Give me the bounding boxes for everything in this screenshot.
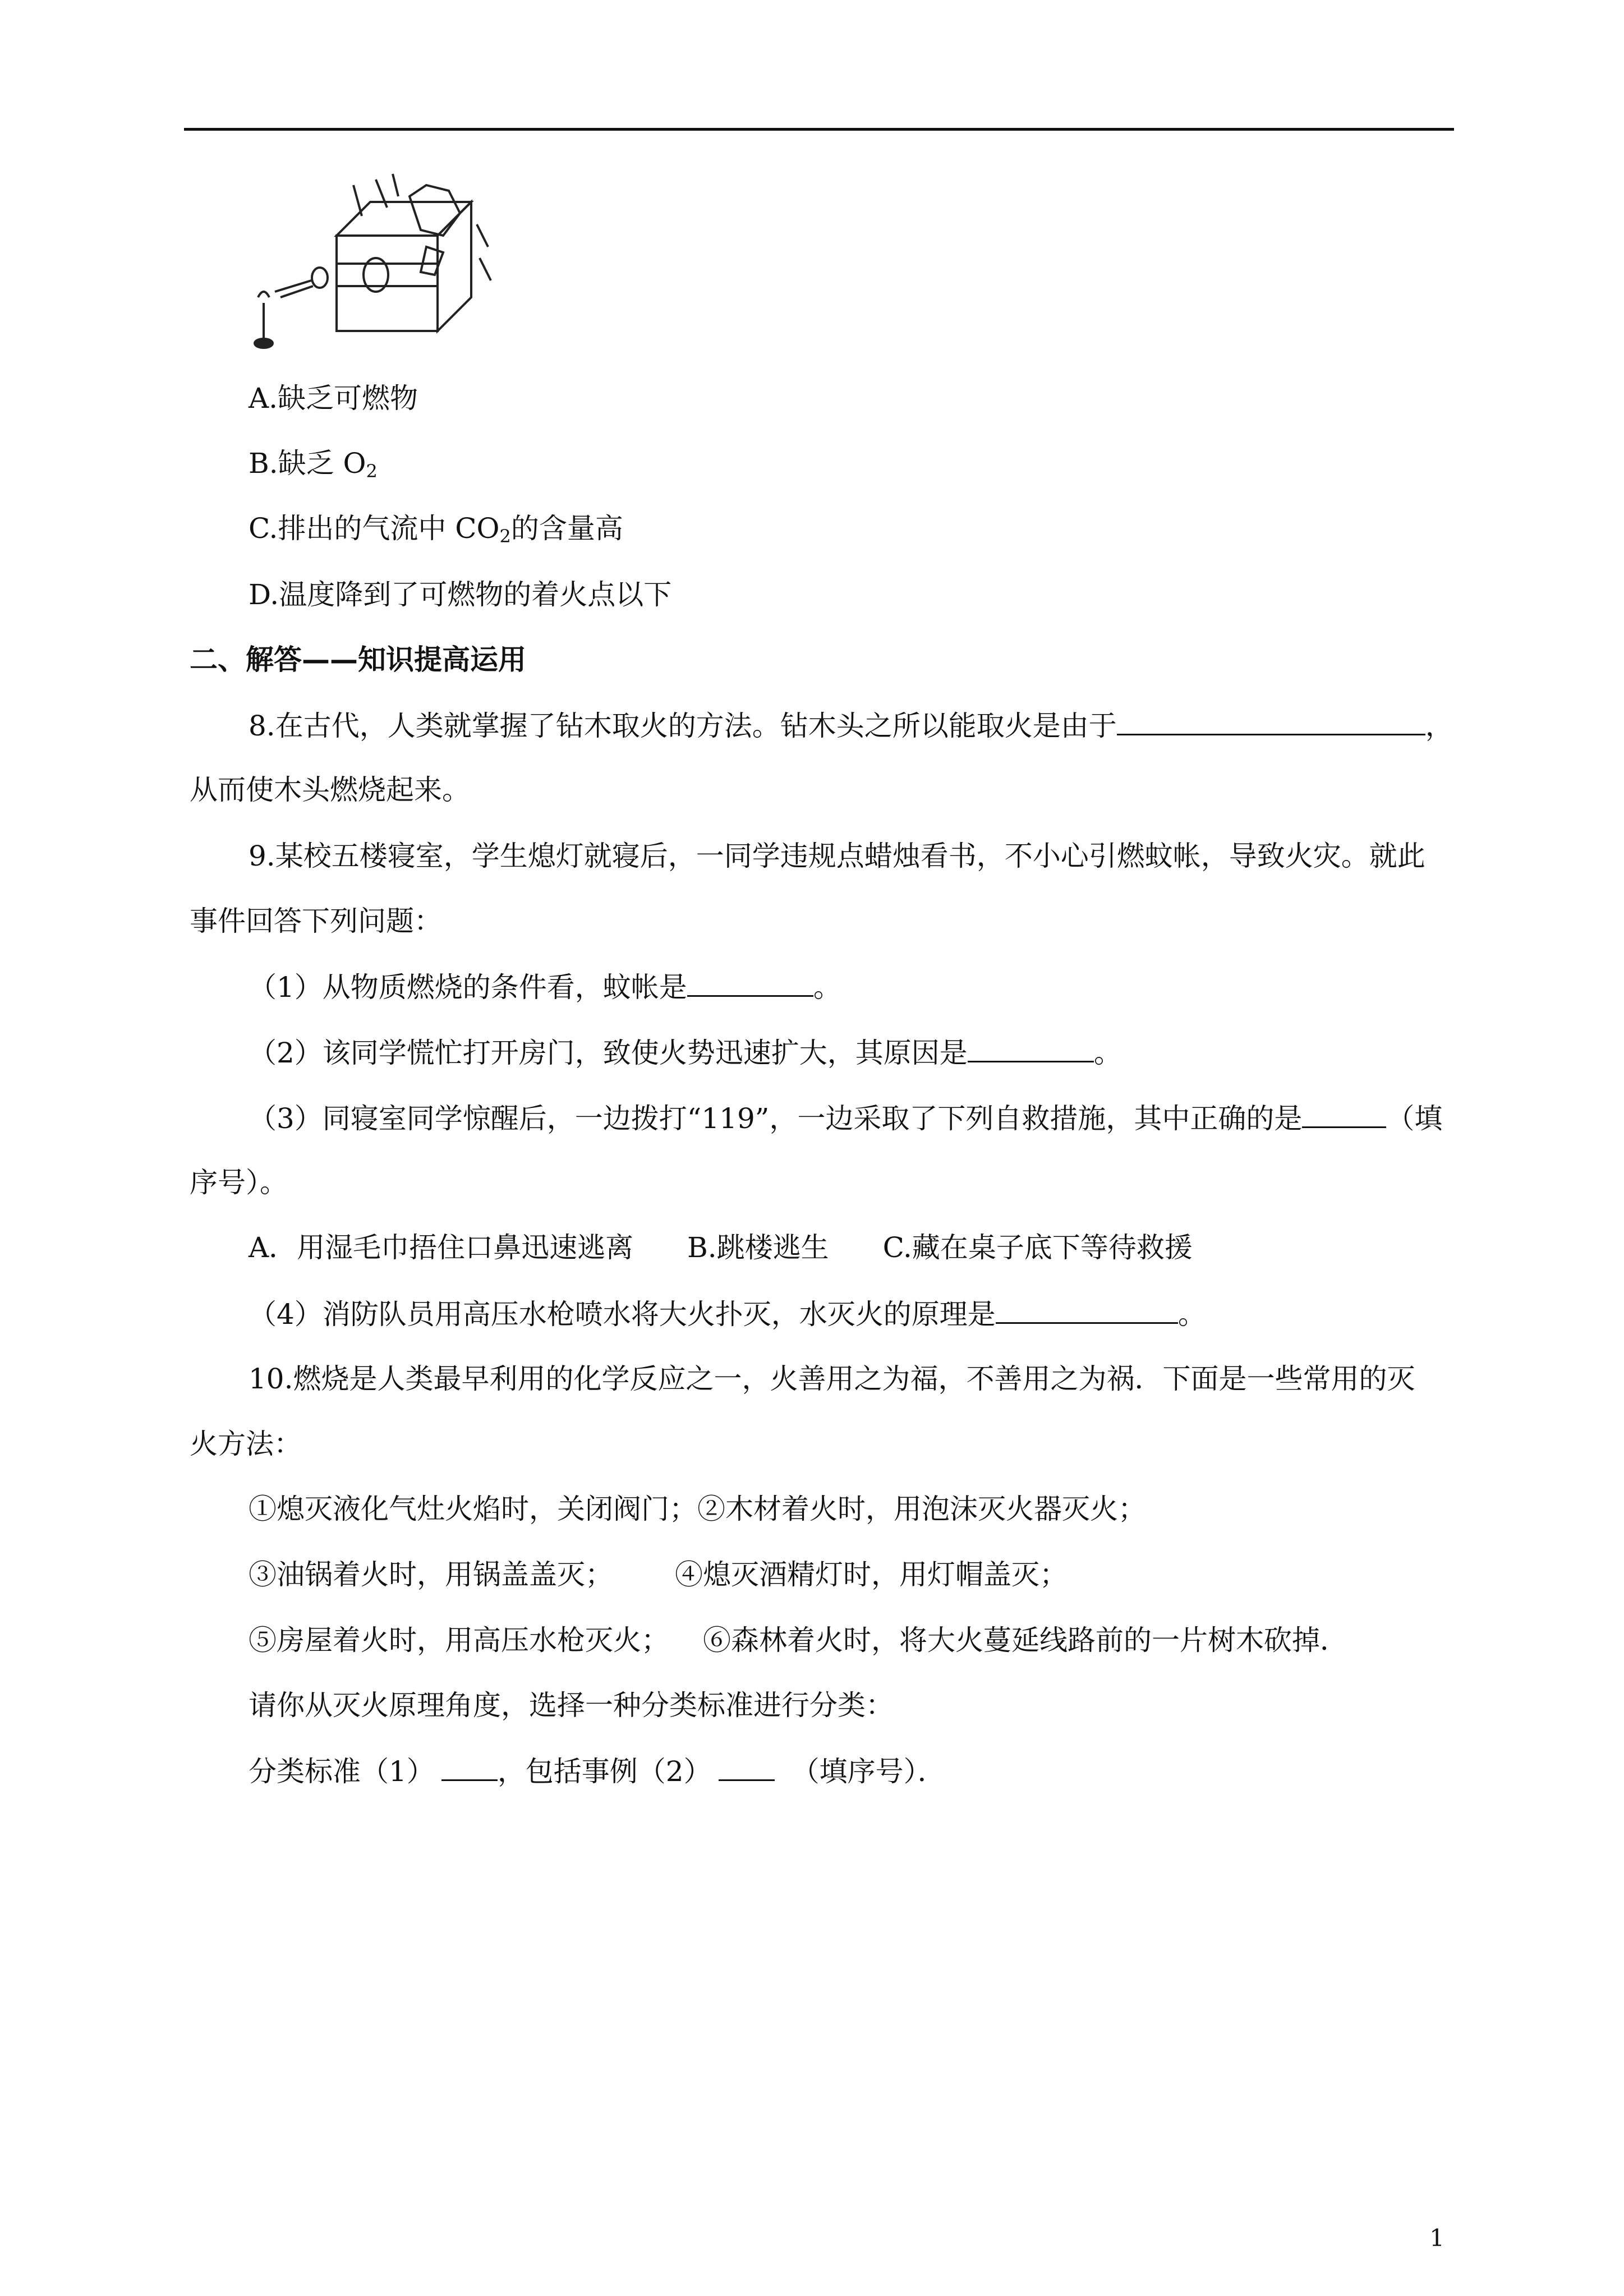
experiment-illustration <box>241 163 522 353</box>
answer-blank[interactable] <box>687 969 813 997</box>
q10-methods-1: ①熄灭液化气灶火焰时，关闭阀门；②木材着火时，用泡沫灭火器灭火； <box>249 1493 1146 1525</box>
q9-part1: （1）从物质燃烧的条件看，蚊帐是 。 <box>249 969 841 1004</box>
q8-line1: 8.在古代，人类就掌握了钻木取火的方法。钻木头之所以能取火是由于 ， <box>249 708 1453 743</box>
q10-line2: 火方法： <box>190 1428 302 1460</box>
q9-part3: （3）同寝室同学惊醒后，一边拨打“119”，一边采取了下列自救措施，其中正确的是 （填 <box>249 1101 1442 1135</box>
answer-blank[interactable] <box>1117 708 1425 735</box>
answer-blank[interactable] <box>1302 1101 1386 1128</box>
q10-line1: 10.燃烧是人类最早利用的化学反应之一，火善用之为福，不善用之为祸．下面是一些常用的灭 <box>249 1363 1415 1395</box>
section-heading: 二、解答——知识提高运用 <box>190 643 526 676</box>
option-c: C.排出的气流中 $CO_2$的含量高 <box>249 512 623 547</box>
q9-part4: （4）消防队员用高压水枪喷水将大火扑灭，水灭火的原理是 。 <box>249 1296 1206 1331</box>
q9-options: A．用湿毛巾捂住口鼻迅速逃离 B.跳楼逃生 C.藏在桌子底下等待救援 <box>249 1231 1193 1264</box>
answer-blank[interactable] <box>719 1754 775 1781</box>
page-number: 1 <box>1429 2224 1444 2252</box>
answer-blank[interactable] <box>441 1754 498 1781</box>
answer-blank[interactable] <box>996 1296 1178 1324</box>
q8-line2: 从而使木头燃烧起来。 <box>190 774 470 806</box>
header-rule <box>184 128 1454 131</box>
q10-classify: 分类标准（1） ，包括事例（2） （填序号）． <box>249 1754 946 1788</box>
q10-methods-3: ⑤房屋着火时，用高压水枪灭火； ⑥森林着火时，将大火蔓延线路前的一片树木砍掉． <box>249 1624 1348 1657</box>
option-b: B.缺乏 $O_2$ <box>249 447 378 482</box>
q10-methods-2: ③油锅着火时，用锅盖盖灭； ④熄灭酒精灯时，用灯帽盖灭； <box>249 1558 1068 1591</box>
option-d: D.温度降到了可燃物的着火点以下 <box>249 578 672 611</box>
q9-line2: 事件回答下列问题： <box>190 905 442 937</box>
q9-part3-line2: 序号）。 <box>190 1166 288 1199</box>
q9-part2: （2）该同学慌忙打开房门，致使火势迅速扩大，其原因是 。 <box>249 1035 1122 1070</box>
answer-blank[interactable] <box>968 1035 1094 1062</box>
option-a: A.缺乏可燃物 <box>249 382 418 415</box>
q10-ask: 请你从灭火原理角度，选择一种分类标准进行分类： <box>249 1689 894 1722</box>
q9-line1: 9.某校五楼寝室，学生熄灯就寝后，一同学违规点蜡烛看书，不小心引燃蚊帐，导致火灾。就此 <box>249 840 1425 872</box>
